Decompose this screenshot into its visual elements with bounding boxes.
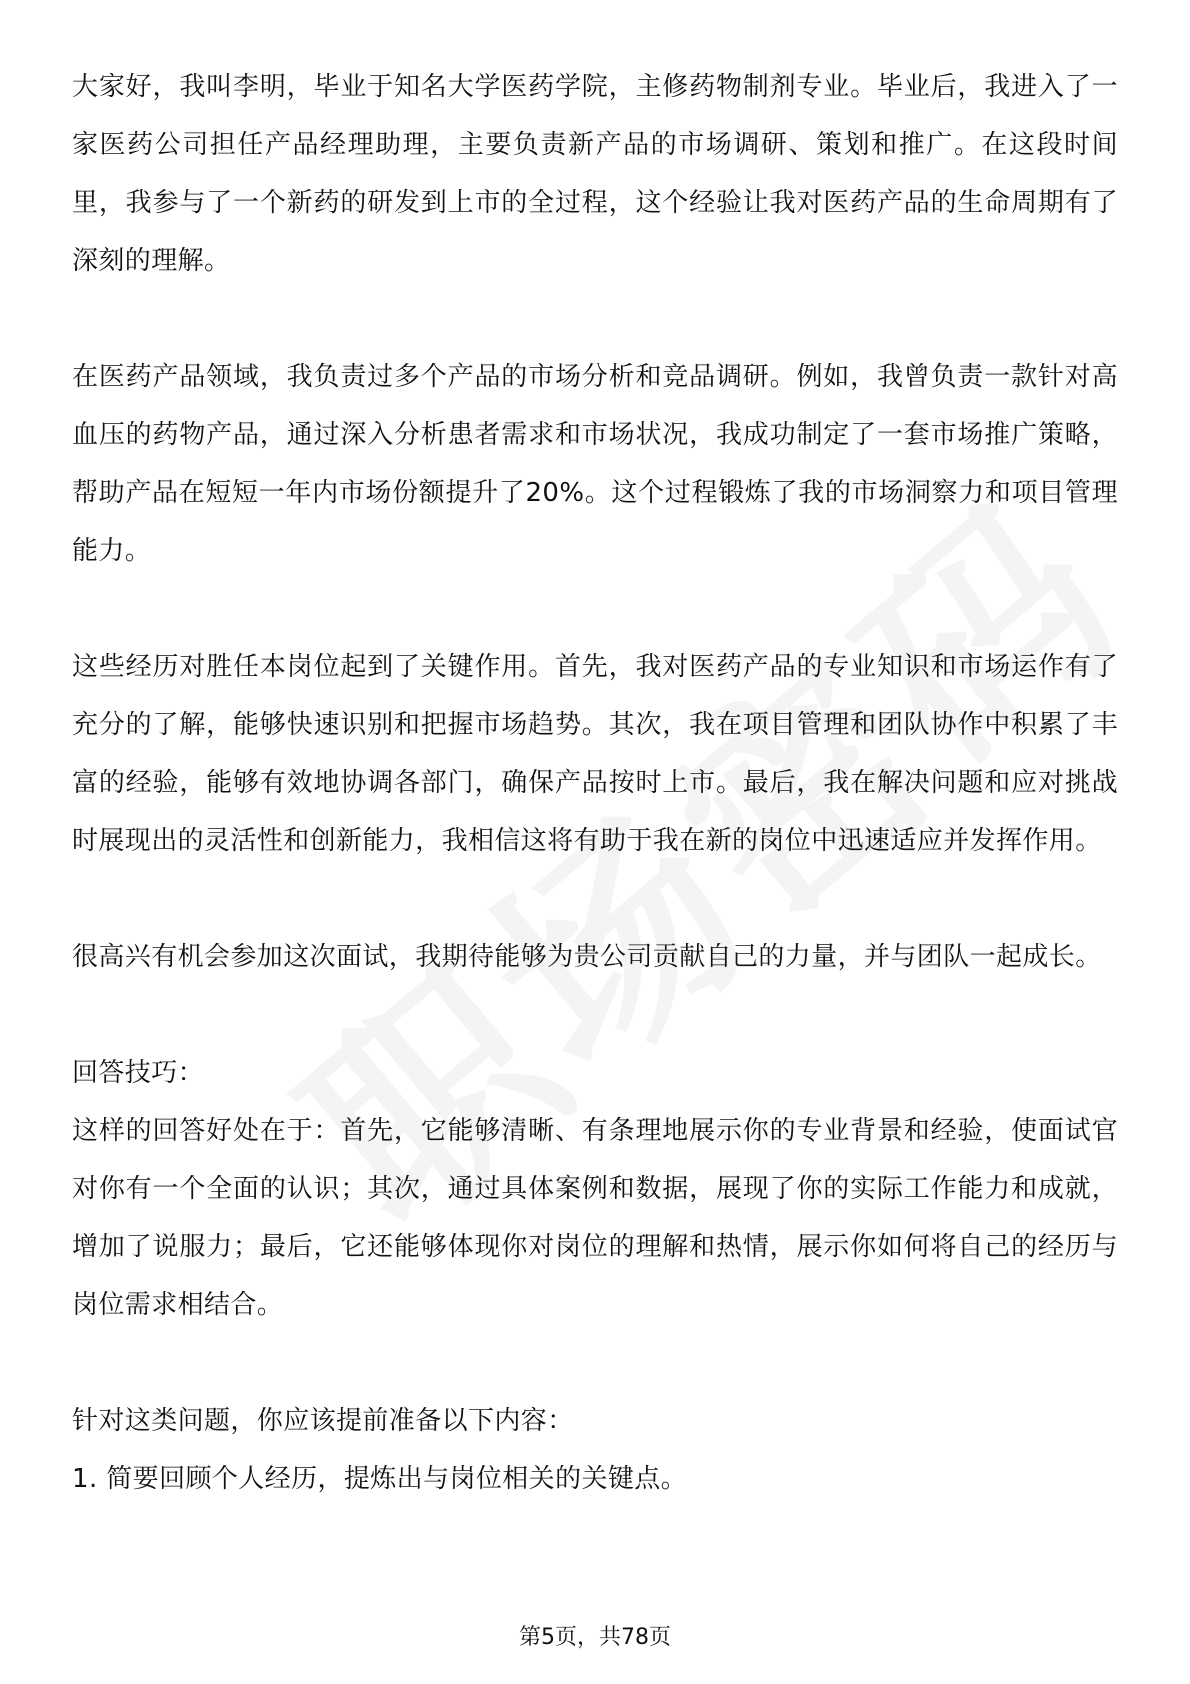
paragraph-closing: 很高兴有机会参加这次面试，我期待能够为贵公司贡献自己的力量，并与团队一起成长。 xyxy=(72,942,1102,972)
paragraph-relevance: 这些经历对胜任本岗位起到了关键作用。首先，我对医药产品的专业知识和市场运作有了充分的了解，能够快速识别和把握市场趋势。其次，我在项目管理和团队协作中积累了丰富的经验，能够有效地协调各部门，确保产品按时上市。最后，我在解决问题和应对挑战时展现出的灵活性和创新能力，我相信这将有助于我在新的岗位中迅速适应并发挥作用。 xyxy=(72,652,1118,856)
tips-heading: 回答技巧： xyxy=(72,1058,205,1088)
prep-heading: 针对这类问题，你应该提前准备以下内容： xyxy=(72,1406,574,1436)
paragraph-experience: 在医药产品领域，我负责过多个产品的市场分析和竞品调研。例如，我曾负责一款针对高血压的药物产品，通过深入分析患者需求和市场状况，我成功制定了一套市场推广策略，帮助产品在短短一年内市场份额提升了20%。这个过程锻炼了我的市场洞察力和项目管理能力。 xyxy=(72,362,1118,566)
paragraph-intro: 大家好，我叫李明，毕业于知名大学医药学院，主修药物制剂专业。毕业后，我进入了一家医药公司担任产品经理助理，主要负责新产品的市场调研、策划和推广。在这段时间里，我参与了一个新药的研发到上市的全过程，这个经验让我对医药产品的生命周期有了深刻的理解。 xyxy=(72,72,1118,276)
prep-list-item: 1. 简要回顾个人经历，提炼出与岗位相关的关键点。 xyxy=(72,1464,688,1494)
tips-body: 这样的回答好处在于：首先，它能够清晰、有条理地展示你的专业背景和经验，使面试官对你有一个全面的认识；其次，通过具体案例和数据，展现了你的实际工作能力和成就，增加了说服力；最后，它还能够体现你对岗位的理解和热情，展示你如何将自己的经历与岗位需求相结合。 xyxy=(72,1116,1118,1320)
document-body xyxy=(72,58,1118,1508)
page-number: 第5页，共78页 xyxy=(519,1625,671,1650)
